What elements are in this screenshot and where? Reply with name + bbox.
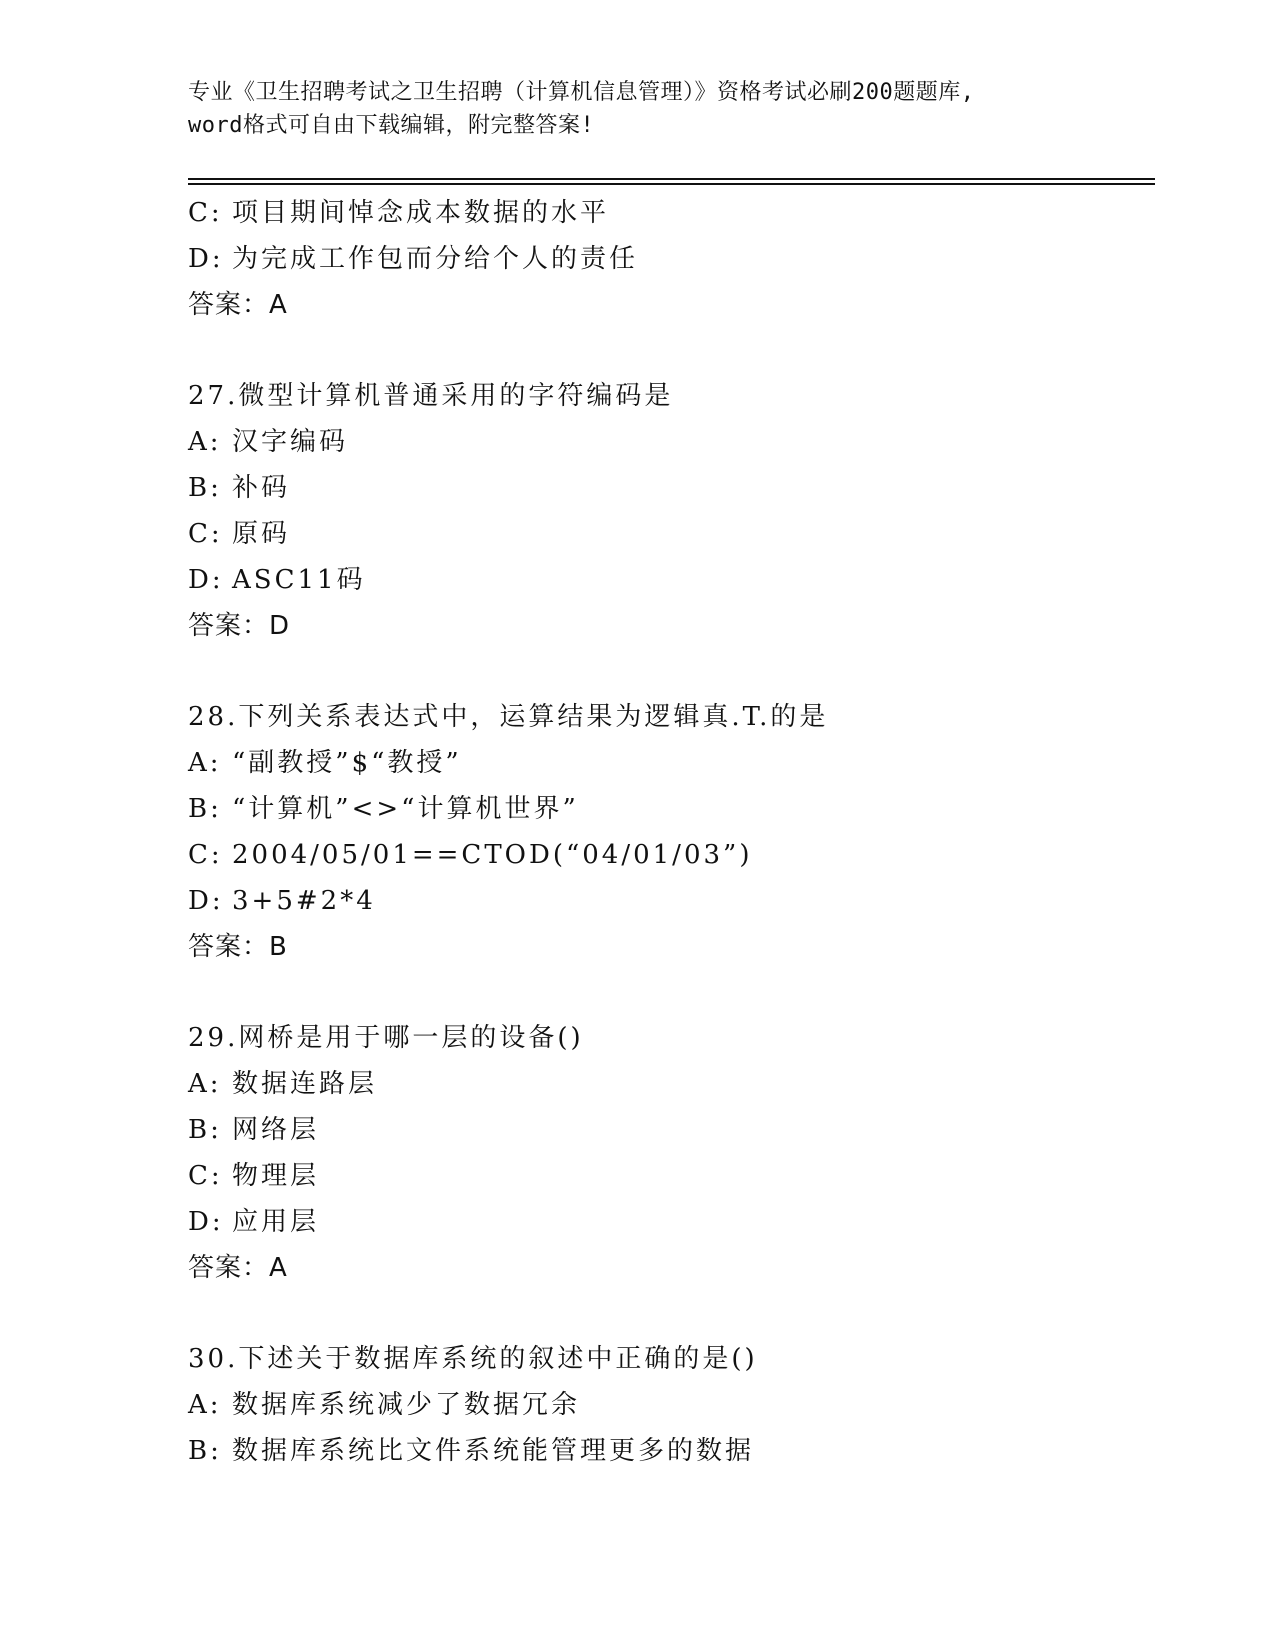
option-key: B: <box>188 794 222 824</box>
option-b <box>188 465 1128 511</box>
option-text: 2004/05/01==CTOD(“04/01/03”) <box>232 840 753 870</box>
option-c <box>188 190 1128 236</box>
answer-line: 答案：D <box>188 611 291 641</box>
option-b <box>188 1428 1128 1474</box>
option-key: D: <box>188 565 224 595</box>
option-d <box>188 557 1128 603</box>
question-stem: 29.网桥是用于哪一层的设备() <box>188 1023 584 1053</box>
header-divider-top <box>188 178 1155 180</box>
option-text: 原码 <box>232 519 291 549</box>
option-key: B: <box>188 473 222 503</box>
option-d <box>188 1199 1128 1245</box>
option-key: D: <box>188 886 224 916</box>
option-a <box>188 1382 1128 1428</box>
option-key: C: <box>188 519 223 549</box>
option-text: 3+5#2*4 <box>232 886 376 916</box>
option-key: A: <box>188 1069 222 1099</box>
question-stem: 28.下列关系表达式中，运算结果为逻辑真.T.的是 <box>188 702 829 732</box>
option-key: A: <box>188 1390 222 1420</box>
option-text: 汉字编码 <box>232 427 349 457</box>
option-text: 网络层 <box>232 1115 320 1145</box>
spacer <box>188 328 1128 373</box>
question-continued <box>188 190 1128 328</box>
option-d <box>188 236 1128 282</box>
question-30 <box>188 1336 1128 1474</box>
option-key: C: <box>188 198 223 228</box>
option-c <box>188 1153 1128 1199</box>
option-c <box>188 511 1128 557</box>
option-a <box>188 740 1128 786</box>
option-c <box>188 832 1128 878</box>
spacer <box>188 649 1128 694</box>
option-text: 数据库系统比文件系统能管理更多的数据 <box>232 1436 755 1466</box>
option-a <box>188 1061 1128 1107</box>
question-stem: 30.下述关于数据库系统的叙述中正确的是() <box>188 1344 758 1374</box>
option-text: 补码 <box>232 473 291 503</box>
answer-line: 答案：A <box>188 290 288 320</box>
answer-line: 答案：A <box>188 1253 288 1283</box>
header-line-2: word格式可自由下载编辑，附完整答案! <box>188 113 595 138</box>
question-stem: 27.微型计算机普通采用的字符编码是 <box>188 381 674 411</box>
question-29 <box>188 1015 1128 1291</box>
option-text: 数据库系统减少了数据冗余 <box>232 1390 581 1420</box>
option-text: “副教授”$“教授” <box>232 748 462 778</box>
option-key: D: <box>188 244 224 274</box>
option-b <box>188 1107 1128 1153</box>
header-divider-bottom <box>188 183 1155 185</box>
option-key: B: <box>188 1436 222 1466</box>
document-header <box>188 76 1088 142</box>
option-b <box>188 786 1128 832</box>
option-key: A: <box>188 748 222 778</box>
spacer <box>188 1291 1128 1336</box>
option-key: B: <box>188 1115 222 1145</box>
option-key: C: <box>188 840 223 870</box>
option-text: 物理层 <box>232 1161 320 1191</box>
option-text: 项目期间悼念成本数据的水平 <box>232 198 610 228</box>
question-list <box>188 190 1128 1474</box>
option-text: 数据连路层 <box>232 1069 378 1099</box>
option-text: 应用层 <box>232 1207 320 1237</box>
spacer <box>188 970 1128 1015</box>
option-d <box>188 878 1128 924</box>
option-key: D: <box>188 1207 224 1237</box>
answer-line: 答案：B <box>188 932 288 962</box>
header-line-1: 专业《卫生招聘考试之卫生招聘（计算机信息管理）》资格考试必刷200题题库, <box>188 80 975 105</box>
question-27 <box>188 373 1128 649</box>
option-text: 为完成工作包而分给个人的责任 <box>232 244 639 274</box>
question-28 <box>188 694 1128 970</box>
option-text: “计算机”<>“计算机世界” <box>232 794 579 824</box>
option-a <box>188 419 1128 465</box>
option-text: ASC11码 <box>232 565 366 595</box>
option-key: A: <box>188 427 222 457</box>
option-key: C: <box>188 1161 223 1191</box>
